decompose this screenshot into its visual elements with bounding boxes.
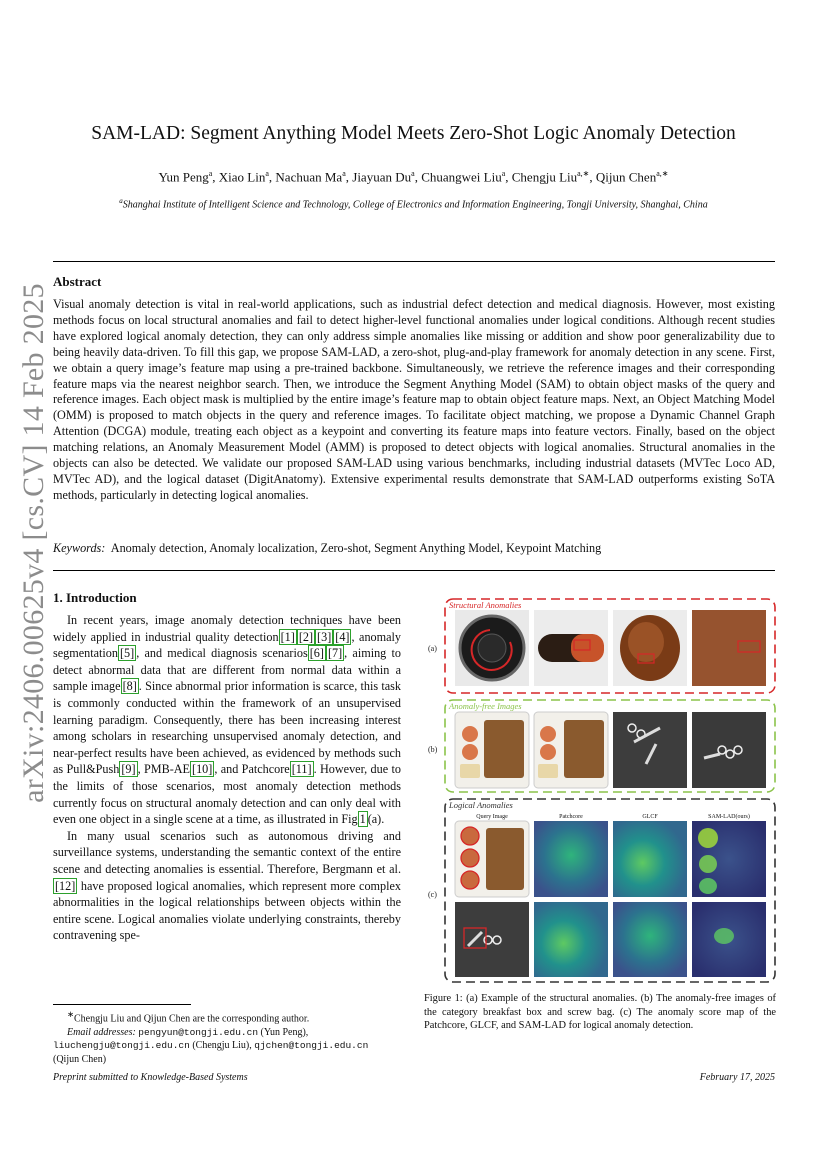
citation-link[interactable]: [1] [280, 629, 295, 644]
footnote-rule [53, 1004, 191, 1005]
panel-label-a: (a) [428, 644, 437, 653]
citation-link[interactable]: [10] [192, 762, 213, 777]
author: Chengju Liu [511, 169, 578, 185]
email-link[interactable]: liuchengju@tongji.edu.cn [53, 1040, 190, 1052]
section-heading: 1. Introduction [53, 590, 137, 605]
structural-label: Structural Anomalies [449, 600, 522, 610]
author: Xiao Lin [218, 169, 266, 185]
intro-column [53, 612, 401, 944]
anomaly-free-images [455, 712, 766, 788]
email-link[interactable]: qjchen@tongji.edu.cn [254, 1040, 369, 1052]
abstract-heading: Abstract [53, 274, 102, 289]
citation-link[interactable]: [7] [327, 646, 343, 661]
anomaly-free-label: Anomaly-free Images [449, 701, 522, 711]
author: Chuangwei Liu [421, 169, 502, 185]
col-header-patchcore: Patchcore [559, 814, 583, 820]
top-rule [53, 261, 775, 262]
panel-label-b: (b) [428, 745, 438, 754]
col-header-samlad: SAM-LAD(ours) [708, 814, 750, 820]
citation-link[interactable]: [6] [309, 646, 324, 661]
citation-link[interactable]: [5] [119, 646, 135, 661]
author-list: Yun Peng$^a$, Xiao Lin$^a$, Nachuan Ma$^a$, Jiayuan Du$^a$, Chuangwei Liu$^a$, Chengju Liu$^{a,∗}$, Qijun Chen$^{a,∗}$ [158, 169, 669, 185]
panel-label-c: (c) [428, 890, 437, 899]
footnote: ∗Chengju Liu and Qijun Chen are the corresponding author. Email addresses: pengyun@tongji.edu.cn (Yun Peng), liuchengju@tongji.edu.cn (Chengju Liu), qjchen@tongji.edu.cn (Qijun Chen) [53, 1010, 369, 1065]
structural-images [455, 610, 766, 686]
paper-title: SAM-LAD: Segment Anything Model Meets Zero-Shot Logic Anomaly Detection [91, 123, 736, 144]
col-header-query: Query Image [476, 814, 508, 820]
citation-link[interactable]: [3] [317, 629, 332, 644]
footer-date: February 17, 2025 [699, 1072, 775, 1083]
figure-1 [424, 594, 779, 986]
col-header-glcf: GLCF [642, 814, 658, 820]
logical-images [455, 821, 766, 977]
citation-link[interactable]: [9] [121, 762, 136, 777]
author: Nachuan Ma [275, 169, 343, 185]
figure-link[interactable]: 1 [359, 812, 366, 827]
affiliation: $^a$Shanghai Institute of Intelligent Science and Technology, College of Electronics and Information Engineering, Tongji University, Shanghai, China [119, 197, 708, 211]
keywords: Keywords: Anomaly detection, Anomaly localization, Zero-shot, Segment Anything Model, Keypoint Matching [53, 541, 602, 555]
arxiv-watermark: arXiv:2406.00625v4 [cs.CV] 14 Feb 2025 [17, 283, 50, 803]
abstract-text: Visual anomaly detection is vital in real-world applications, such as industrial defect detection and medical diagnosis. However, most existing methods focus on local structural anomalies and fail to detect higher-level functional anomalies under logical conditions. Although recent studies have explored logical anomaly detection, they can only address simple anomalies like missing or addition and show poor generalizability due to being heavily data-driven. To fill this gap, we propose SAM-LAD, a zero-shot, plug-and-play framework for anomaly detection in any scene. First, we obtain a query image’s feature map using a pre-trained backbone. Simultaneously, we retrieve the reference images and their corresponding feature maps via the nearest neighbor search. Then, we introduce the Segment Anything Model (SAM) to obtain object masks of the query and reference images. Each object mask is multiplied by the entire image’s feature map to obtain object feature maps. Next, an Object Matching Model (OMM) is proposed to match objects in the query and reference images. To facilitate object matching, we propose a Dynamic Channel Graph Attention (DCGA) module, treating each object as a keypoint and converting its feature maps into feature vectors. Finally, based on the object matching relations, an Anomaly Measurement Model (AMM) is proposed to detect objects with logical anomalies. Structural anomalies in the objects can also be detected. We validate our proposed SAM-LAD using various benchmarks, including industrial datasets (MVTec Loco AD, MVTec AD), and the logical dataset (DigitAnatomy). Extensive experimental results demonstrate that SAM-LAD outperforms existing SoTA methods, particularly in detecting logical anomalies. [53, 297, 775, 502]
author: Jiayuan Du [352, 169, 412, 185]
intro-paragraph-1: In recent years, image anomaly detection techniques have been widely applied in industrial quality detection [1] [2] [3] [4] , anomaly segmentation [5] , and medical diagnosis scenarios [6] [7] , aiming to detect abnormal data that are different from normal data within a sample image [8] . Since abnormal prior information is scarce, this task is commonly conducted within the framework of an unsupervised learning paradigm. Consequently, there has been increasing interest among scholars in researching unsupervised anomaly detection, and near-perfect results have been achieved, as evidenced by methods such as Pull&Push [9] , PMB-AE [10] , and Patchcore [11] . However, due to the limits of those scenarios, most anomaly detection methods currently focus on structural anomaly detection and can only deal with even one object in a single scene at a time, as illustrated in Fig 1 (a). [53, 613, 402, 827]
citation-link[interactable]: [12] [55, 878, 76, 893]
figure-caption: Figure 1: (a) Example of the structural anomalies. (b) The anomaly-free images of the category breakfast box and screw bag. (c) The anomaly score map of the Patchcore, GLCF, and SAM-LAD for logical anomaly detection. [424, 993, 776, 1031]
intro-paragraph-2: In many usual scenarios such as autonomous driving and surveillance systems, understanding the semantic context of the entire scene and detecting anomalies is essential. Therefore, Bergmann et al.[12] have proposed logical anomalies, which represent more complex abnormalities in the logical relationships between objects within the entire scene. Logical anomalies violate underlying constraints, thereby contravening spe- [53, 828, 401, 943]
citation-link[interactable]: [8] [122, 679, 137, 694]
citation-link[interactable]: [2] [298, 629, 314, 644]
bottom-rule [53, 570, 775, 571]
footer-venue: Preprint submitted to Knowledge-Based Systems [53, 1072, 248, 1083]
author: Qijun Chen [595, 169, 657, 185]
citation-link[interactable]: [4] [335, 629, 350, 644]
author: Yun Peng [158, 169, 209, 185]
email-link[interactable]: pengyun@tongji.edu.cn [138, 1026, 259, 1038]
citation-link[interactable]: [11] [291, 762, 312, 777]
logical-label: Logical Anomalies [449, 800, 513, 810]
